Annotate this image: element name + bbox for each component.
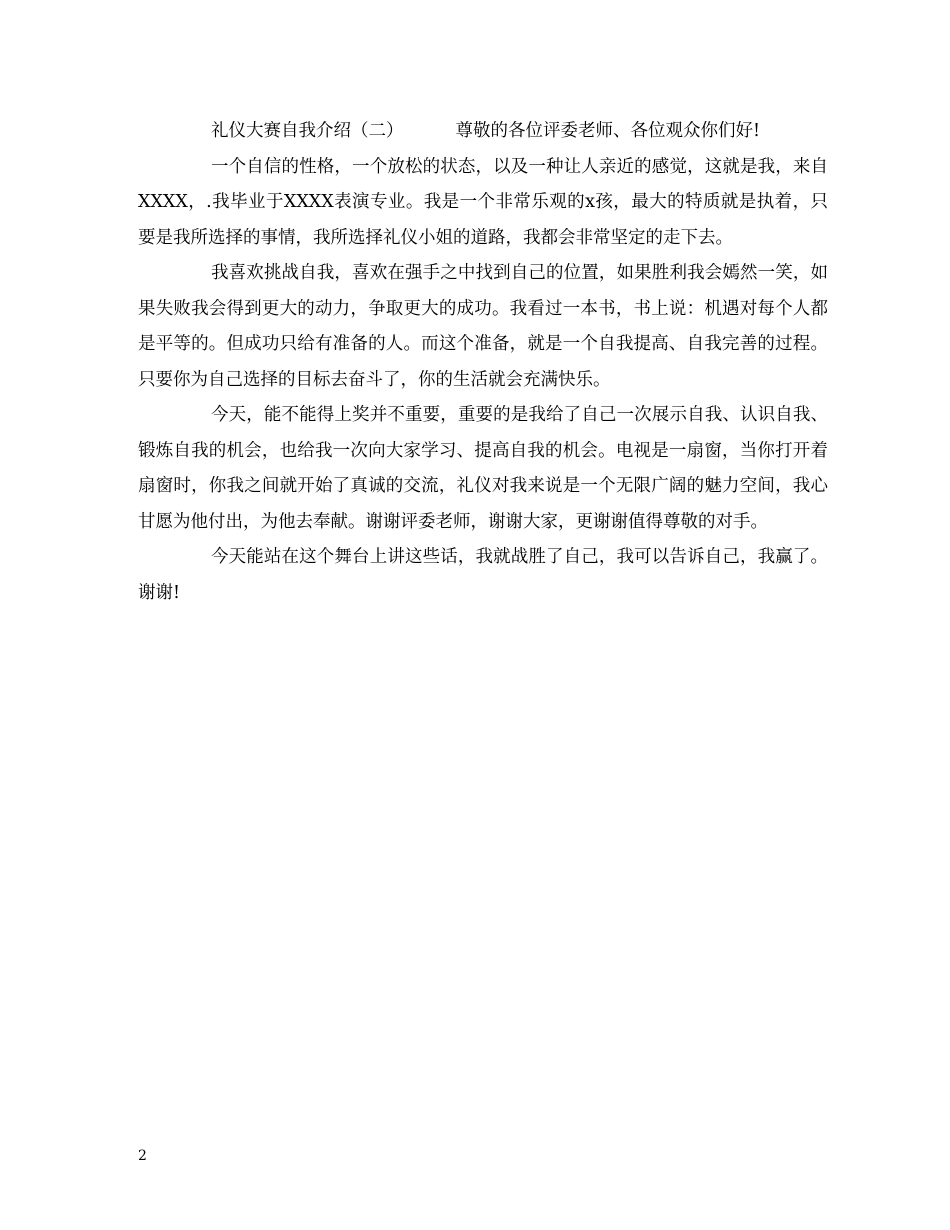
paragraph-3: 今天，能不能得上奖并不重要，重要的是我给了自己一次展示自我、认识自我、锻炼自我的机会，也给我一次向大家学习、提高自我的机会。电视是一扇窗，当你打开着扇窗时，你我之间就开始了真诚的交流，礼仪对我来说是一个无限广阔的魅力空间，我心甘愿为他付出，为他去奉献。谢谢评委老师，谢谢大家，更谢谢值得尊敬的对手。 xyxy=(138,405,828,532)
title-line xyxy=(138,114,828,150)
document-title: 礼仪大赛自我介绍（二） xyxy=(211,121,404,141)
page-number: 2 xyxy=(138,1148,147,1164)
paragraph-2: 我喜欢挑战自我，喜欢在强手之中找到自己的位置，如果胜利我会嫣然一笑，如果失败我会得到更大的动力，争取更大的成功。我看过一本书，书上说：机遇对每个人都是平等的。但成功只给有准备的人。而这个准备，就是一个自我提高、自我完善的过程。只要你为自己选择的目标去奋斗了，你的生活就会充满快乐。 xyxy=(138,263,828,390)
greeting: 尊敬的各位评委老师、各位观众你们好! xyxy=(455,121,761,141)
document-body xyxy=(138,114,828,611)
paragraph-4: 今天能站在这个舞台上讲这些话，我就战胜了自己，我可以告诉自己，我赢了。谢谢! xyxy=(138,547,828,603)
paragraph-1: 一个自信的性格，一个放松的状态，以及一种让人亲近的感觉，这就是我，来自XXXX，.我毕业于XXXX表演专业。我是一个非常乐观的x孩，最大的特质就是执着，只要是我所选择的事情，我所选择礼仪小姐的道路，我都会非常坚定的走下去。 xyxy=(138,156,828,248)
